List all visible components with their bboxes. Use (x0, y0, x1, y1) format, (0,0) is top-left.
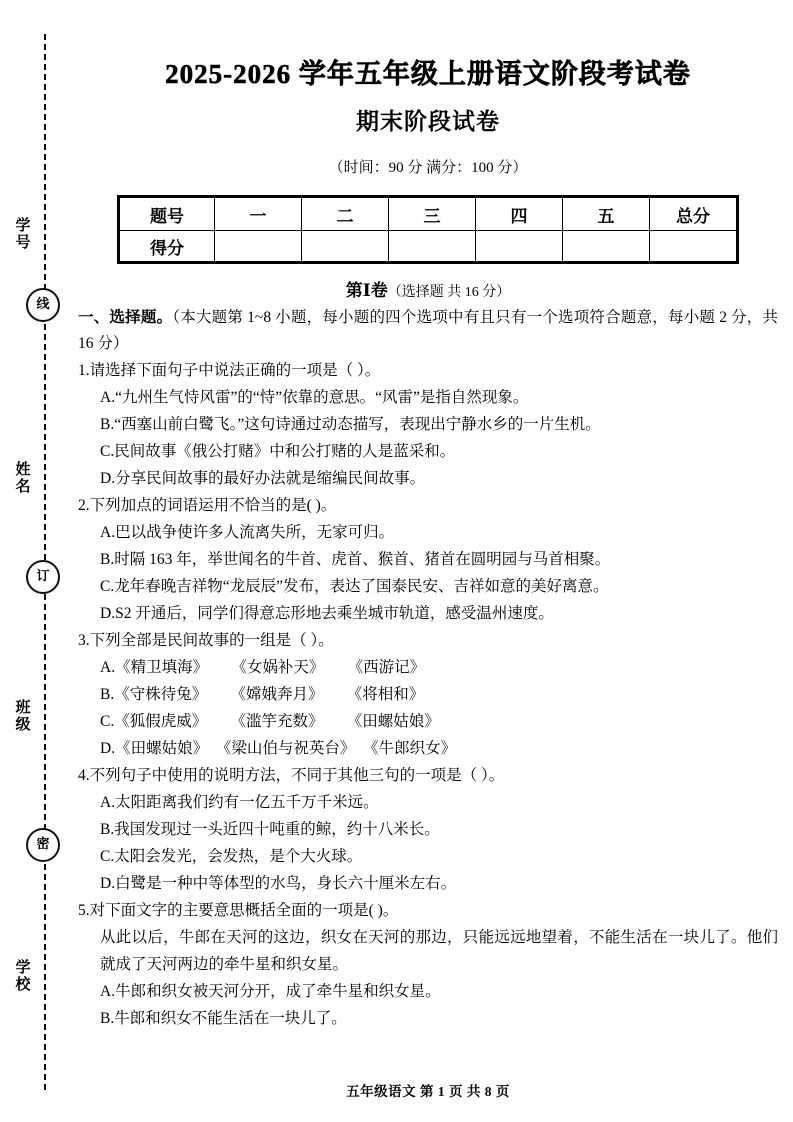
question-option[interactable]: C.龙年春晚吉祥物“龙辰辰”发布，表达了国泰民安、吉祥如意的美好离意。 (100, 578, 609, 595)
option-part: 《田螺姑娘》 (346, 713, 440, 730)
question-option[interactable]: B.“西塞山前白鹭飞。”这句诗通过动态描写，表现出宁静水乡的一片生机。 (100, 416, 601, 433)
section-one (78, 305, 778, 1032)
margin-label-banji (8, 700, 40, 734)
question-option[interactable]: C.太阳会发光，会发热，是个大火球。 (100, 848, 363, 865)
score-cell[interactable] (215, 231, 302, 262)
section-one-desc: （本大题第 1~8 小题，每小题的四个选项中有且只有一个选项符合题意，每小题 2 分，共 16 分） (78, 309, 778, 352)
score-table (119, 197, 737, 262)
table-row (120, 198, 737, 231)
score-cell[interactable] (650, 231, 737, 262)
question-option[interactable] (78, 681, 778, 708)
page-subtitle: 期末阶段试卷 (356, 109, 500, 134)
paper-part-note: （选择题 共 16 分） (387, 285, 511, 300)
question-option[interactable]: B.牛郎和织女不能生活在一块儿了。 (100, 1010, 347, 1027)
question-option[interactable]: A.牛郎和织女被天河分开，成了牵牛星和织女星。 (100, 983, 441, 1000)
question-option[interactable] (78, 708, 778, 735)
question-passage: 从此以后，牛郎在天河的这边，织女在天河的那边，只能远远地望着，不能生活在一块儿了。他们就成了天河两边的牵牛星和织女星。 (100, 929, 778, 973)
section-one-heading (78, 305, 778, 357)
option-part: 《将相和》 (346, 686, 425, 703)
binding-strip (0, 0, 72, 1122)
option-part: 《牛郎织女》 (363, 740, 457, 757)
margin-label-text: 姓 名 (15, 462, 33, 495)
question-stem: 2.下列加点的词语运用不恰当的是( )。 (78, 497, 337, 514)
table-row (120, 231, 737, 262)
exam-info: （时间：90 分 满分：100 分） (328, 160, 528, 176)
question-option[interactable]: D.分享民间故事的最好办法就是缩编民间故事。 (100, 470, 426, 487)
option-part: 《滥竽充数》 (230, 713, 324, 730)
question-option[interactable]: D.S2 开通后，同学们得意忘形地去乘坐城市轨道，感受温州速度。 (100, 605, 554, 622)
option-part: 《女娲补天》 (231, 659, 325, 676)
option-part: B.《守株待兔》 (100, 686, 208, 703)
margin-label-xuehao (8, 218, 40, 252)
page-content (78, 0, 778, 1122)
paper-part-label: 第Ⅰ卷 (345, 281, 388, 300)
margin-label-xingming (8, 462, 40, 496)
question-option[interactable]: C.民间故事《俄公打赌》中和公打赌的人是蓝采和。 (100, 443, 456, 460)
option-part: D.《田螺姑娘》 (100, 740, 209, 757)
question-option[interactable]: A.太阳距离我们约有一亿五千万千米远。 (100, 794, 379, 811)
score-table-header-cell: 总分 (650, 198, 737, 231)
score-table-wrapper (117, 195, 739, 264)
margin-label-xuexiao (8, 960, 40, 994)
margin-label-text: 学 校 (15, 960, 33, 993)
question-option[interactable] (78, 735, 778, 762)
score-cell[interactable] (302, 231, 389, 262)
option-part: C.《狐假虎威》 (100, 713, 208, 730)
margin-label-text: 学 号 (15, 218, 33, 251)
seal-circle-mi: 密 (26, 828, 60, 862)
question-option[interactable]: A.“九州生气恃风雷”的“恃”依靠的意思。“风雷”是指自然现象。 (100, 389, 529, 406)
question-option[interactable] (78, 654, 778, 681)
margin-label-text: 班 级 (15, 700, 33, 733)
question-option[interactable]: B.我国发现过一头近四十吨重的鲸，约十八米长。 (100, 821, 440, 838)
question-option[interactable]: B.时隔 163 年，举世闻名的牛首、虎首、猴首、猪首在圆明园与马首相聚。 (100, 551, 611, 568)
option-part: 《西游记》 (347, 659, 426, 676)
option-part: A.《精卫填海》 (100, 659, 209, 676)
score-table-header-cell: 三 (389, 198, 476, 231)
score-table-header-cell: 五 (563, 198, 650, 231)
score-table-header-cell: 题号 (120, 198, 215, 231)
score-table-row-label: 得分 (120, 231, 215, 262)
seal-circle-xian: 线 (26, 288, 60, 322)
option-part: 《嫦娥奔月》 (230, 686, 324, 703)
page-footer: 五年级语文 第 1 页 共 8 页 (346, 1084, 510, 1099)
score-table-header-cell: 四 (476, 198, 563, 231)
score-cell[interactable] (476, 231, 563, 262)
seal-circle-ding: 订 (26, 560, 60, 594)
page-title: 2025-2026 学年五年级上册语文阶段考试卷 (165, 59, 691, 89)
score-table-header-cell: 二 (302, 198, 389, 231)
question-stem: 3.下列全部是民间故事的一组是（ ）。 (78, 632, 334, 649)
score-cell[interactable] (389, 231, 476, 262)
question-option[interactable]: D.白鹭是一种中等体型的水鸟，身长六十厘米左右。 (100, 875, 457, 892)
section-one-title: 一、选择题。 (78, 309, 173, 326)
score-cell[interactable] (563, 231, 650, 262)
question-option[interactable]: A.巴以战争使许多人流离失所，无家可归。 (100, 524, 395, 541)
question-stem: 5.对下面文字的主要意思概括全面的一项是( )。 (78, 902, 399, 919)
question-stem: 1.请选择下面句子中说法正确的一项是（ ）。 (78, 362, 381, 379)
question-stem: 4.不列句子中使用的说明方法，不同于其他三句的一项是（ ）。 (78, 767, 505, 784)
paper-part-heading (78, 276, 778, 301)
score-table-header-cell: 一 (215, 198, 302, 231)
option-part: 《梁山伯与祝英台》 (215, 740, 356, 757)
